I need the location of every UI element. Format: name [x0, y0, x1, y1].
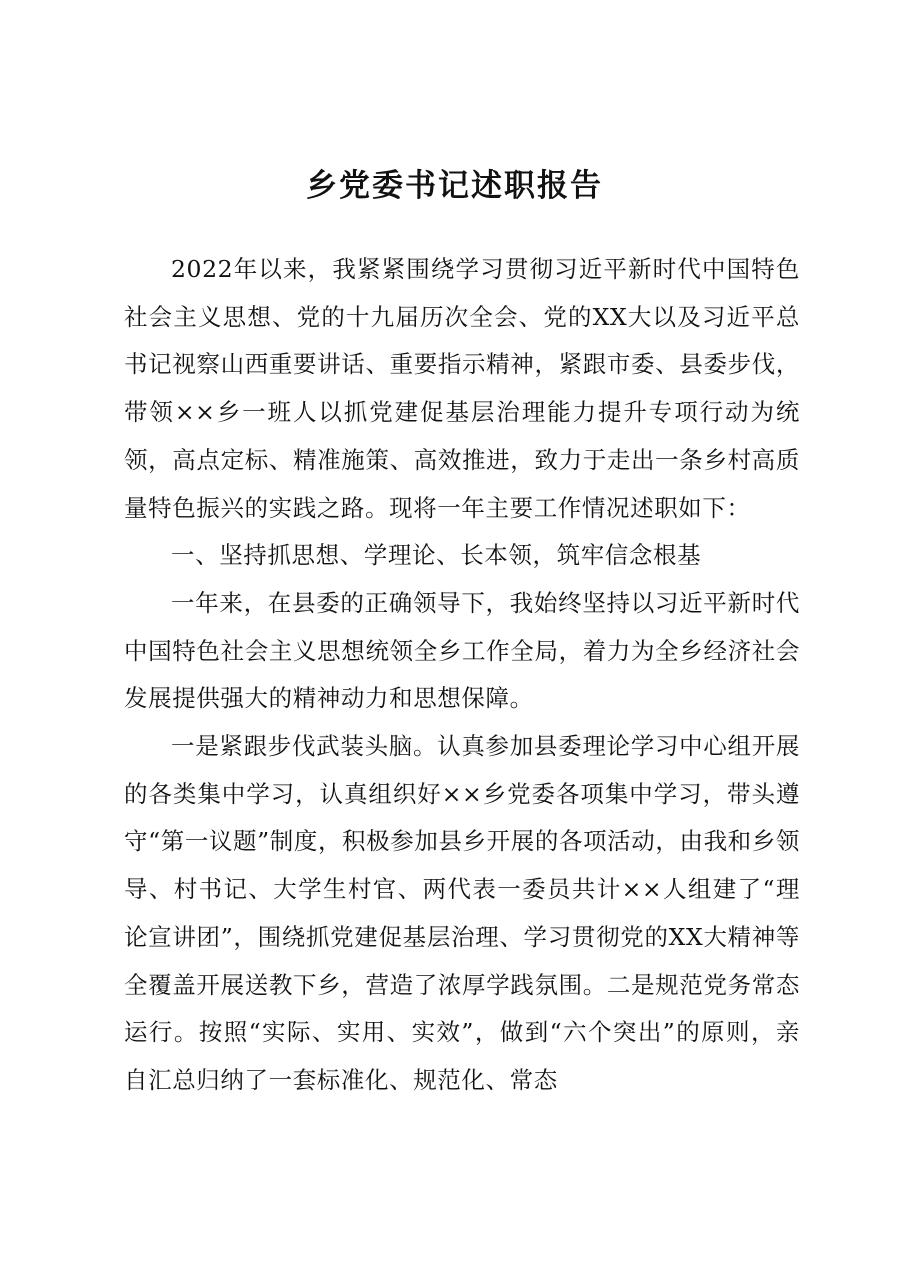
section-heading-1: 一、坚持抓思想、学理论、长本领，筑牢信念根基: [171, 541, 702, 570]
paragraph-section-1-summary: 一年来，在县委的正确领导下，我始终坚持以习近平新时代中国特色社会主义思想统领全乡工作全局，着力为全乡经济社会发展提供强大的精神动力和思想保障。: [124, 588, 800, 713]
document-title: 乡党委书记述职报告: [306, 168, 603, 204]
document-body: [124, 246, 800, 1105]
paragraph-section-1-details: 一是紧跟步伐武装头脑。认真参加县委理论学习中心组开展的各类集中学习，认真组织好××乡党委各项集中学习，带头遵守“第一议题”制度，积极参加县乡开展的各项活动，由我和乡领导、村书记、大学生村官、两代表一委员共计××人组建了“理论宣讲团”，围绕抓党建促基层治理、学习贯彻党的XX大精神等全覆盖开展送教下乡，营造了浓厚学践氛围。二是规范党务常态运行。按照“实际、实用、实效”，做到“六个突出”的原则，亲自汇总归纳了一套标准化、规范化、常态: [124, 732, 800, 1094]
paragraph-intro: 2022年以来，我紧紧围绕学习贯彻习近平新时代中国特色社会主义思想、党的十九届历次全会、党的XX大以及习近平总书记视察山西重要讲话、重要指示精神，紧跟市委、县委步伐，带领××乡一班人以抓党建促基层治理能力提升专项行动为统领，高点定标、精准施策、高效推进，致力于走出一条乡村高质量特色振兴的实践之路。现将一年主要工作情况述职如下：: [124, 255, 800, 522]
